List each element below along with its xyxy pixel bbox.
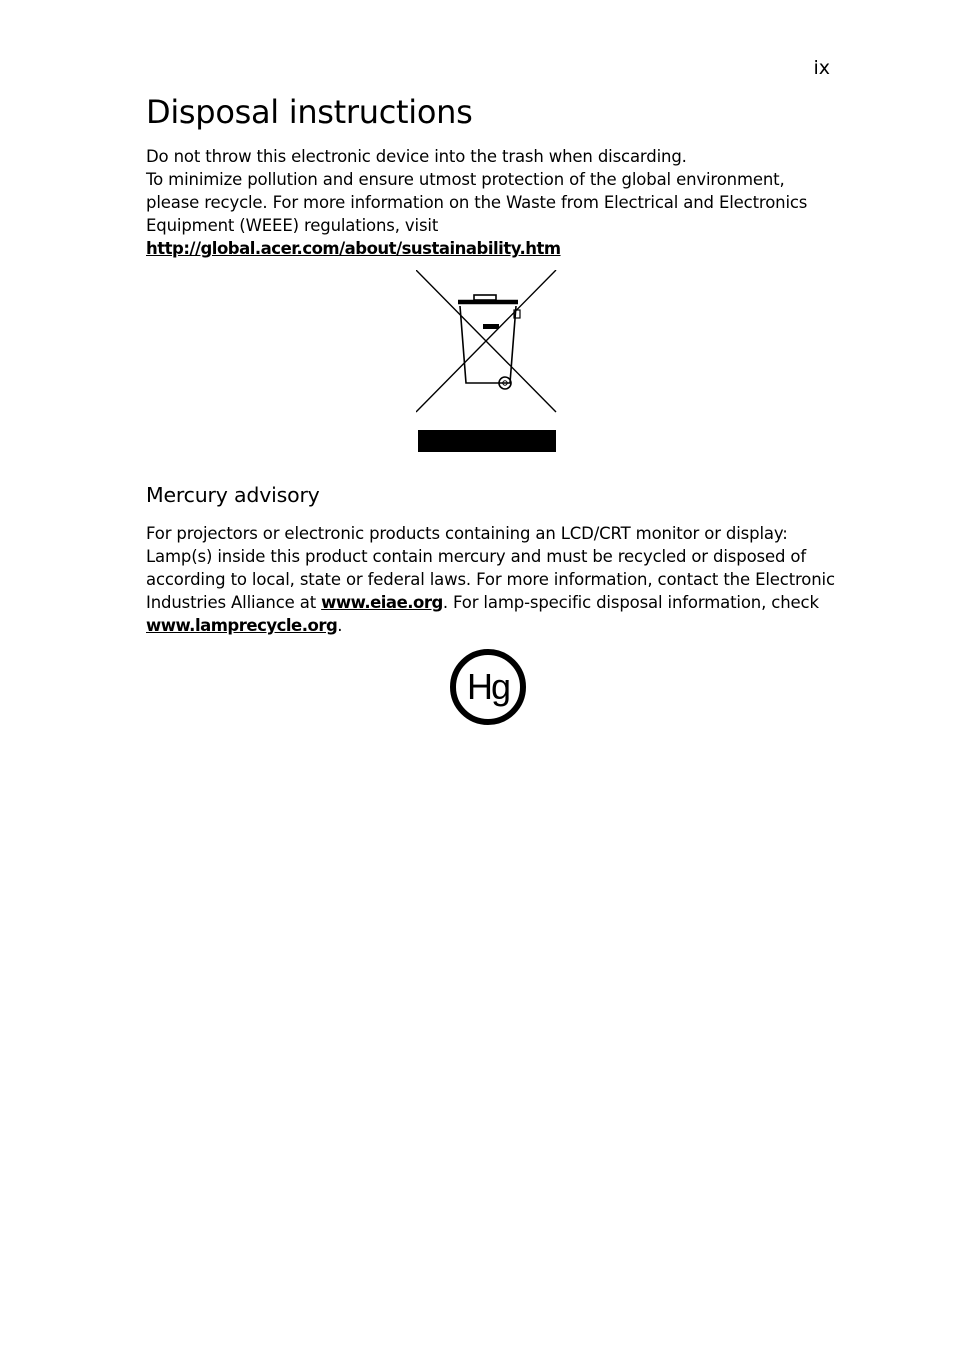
mercury-advisory-heading: Mercury advisory <box>146 483 320 507</box>
mercury-text-b: . For lamp-specific disposal information, check <box>442 593 819 612</box>
lamprecycle-link[interactable]: www.lamprecycle.org <box>146 616 338 635</box>
mercury-paragraph <box>146 545 836 637</box>
hg-mercury-icon <box>448 647 528 727</box>
page-title: Disposal instructions <box>146 93 473 131</box>
hg-symbol-text: Hg <box>466 666 510 707</box>
weee-link[interactable]: http://global.acer.com/about/sustainability.htm <box>146 239 561 258</box>
disposal-line-2: To minimize pollution and ensure utmost protection of the global environment, please recycle. For more information on the Waste from Electrical and Electronics Equipment (WEEE) regulations, visit <box>146 170 808 235</box>
page-number: ix <box>813 57 830 79</box>
mercury-text-c: . <box>337 616 343 635</box>
crossed-out-wheelie-bin-icon <box>416 270 560 456</box>
eiae-link[interactable]: www.eiae.org <box>321 593 443 612</box>
disposal-line-1: Do not throw this electronic device into the trash when discarding. <box>146 147 687 166</box>
mercury-line-1: For projectors or electronic products containing an LCD/CRT monitor or display: <box>146 524 788 543</box>
mercury-text-a: Lamp(s) inside this product contain mercury and must be recycled or disposed of according to local, state or federal laws. For more information, contact the Electronic Industries Alliance at <box>146 547 835 612</box>
page-content <box>146 92 836 727</box>
disposal-link-paragraph <box>146 237 836 260</box>
